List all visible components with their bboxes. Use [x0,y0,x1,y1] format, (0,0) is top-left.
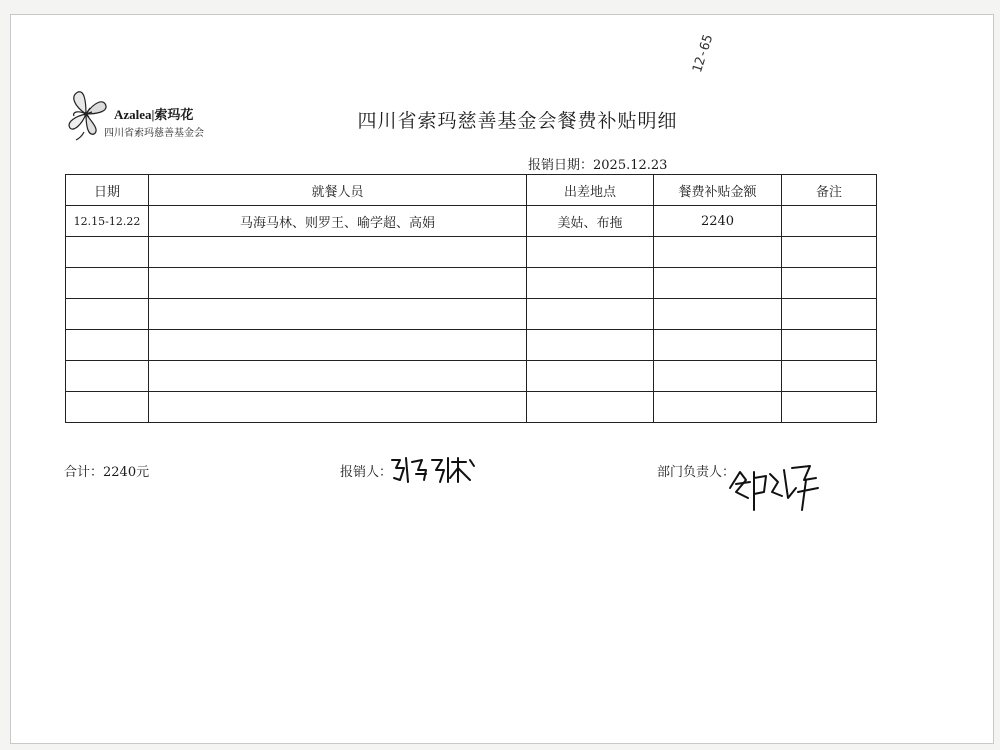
cell-remarks [782,392,877,423]
cell-location: 美姑、布拖 [527,206,654,237]
cell-location [527,330,654,361]
page-title: 四川省索玛慈善基金会餐费补贴明细 [357,110,678,132]
table-row [66,268,877,299]
cell-remarks [782,237,877,268]
claimant-signature [386,452,482,486]
meal-allowance-table [65,174,877,423]
cell-diners [149,268,527,299]
cell-remarks [782,361,877,392]
header-amount: 餐费补贴金额 [654,175,782,206]
cell-amount [654,299,782,330]
report-date-value: 2025.12.23 [593,158,668,173]
header-location: 出差地点 [527,175,654,206]
header-remarks: 备注 [782,175,877,206]
total-label: 合计： [64,465,104,480]
cell-diners [149,392,527,423]
cell-amount [654,330,782,361]
cell-amount: 2240 [654,206,782,237]
cell-remarks [782,268,877,299]
cell-remarks [782,206,877,237]
cell-date: 12.15-12.22 [66,206,149,237]
cell-location [527,392,654,423]
cell-remarks [782,299,877,330]
report-date-label: 报销日期： [528,158,594,173]
cell-date [66,330,149,361]
cell-diners [149,361,527,392]
cell-date [66,237,149,268]
cell-location [527,299,654,330]
cell-diners [149,299,527,330]
cell-date [66,268,149,299]
cell-date [66,392,149,423]
header-date: 日期 [66,175,149,206]
table-row [66,299,877,330]
logo-text-en: Azalea|索玛花 [114,107,194,122]
cell-diners: 马海马林、则罗王、喻学超、高娟 [149,206,527,237]
cell-location [527,268,654,299]
logo-text-cn: 四川省索玛慈善基金会 [104,128,204,139]
table-row [66,330,877,361]
header-diners: 就餐人员 [149,175,527,206]
cell-remarks [782,330,877,361]
cell-date [66,299,149,330]
cell-amount [654,268,782,299]
department-head-signature [726,458,826,518]
cell-amount [654,361,782,392]
claimant-label: 报销人： [340,465,393,480]
table-row [66,392,877,423]
department-head-label: 部门负责人： [657,465,736,480]
cell-date [66,361,149,392]
cell-amount [654,237,782,268]
handwritten-note: 12-65 [690,32,717,75]
cell-location [527,361,654,392]
table-row [66,361,877,392]
cell-diners [149,237,527,268]
table-header-row [66,175,877,206]
total-value: 2240元 [103,465,150,480]
report-date [528,154,667,173]
cell-location [527,237,654,268]
cell-amount [654,392,782,423]
cell-diners [149,330,527,361]
table-row [66,237,877,268]
total-amount [64,461,149,480]
table-row [66,206,877,237]
